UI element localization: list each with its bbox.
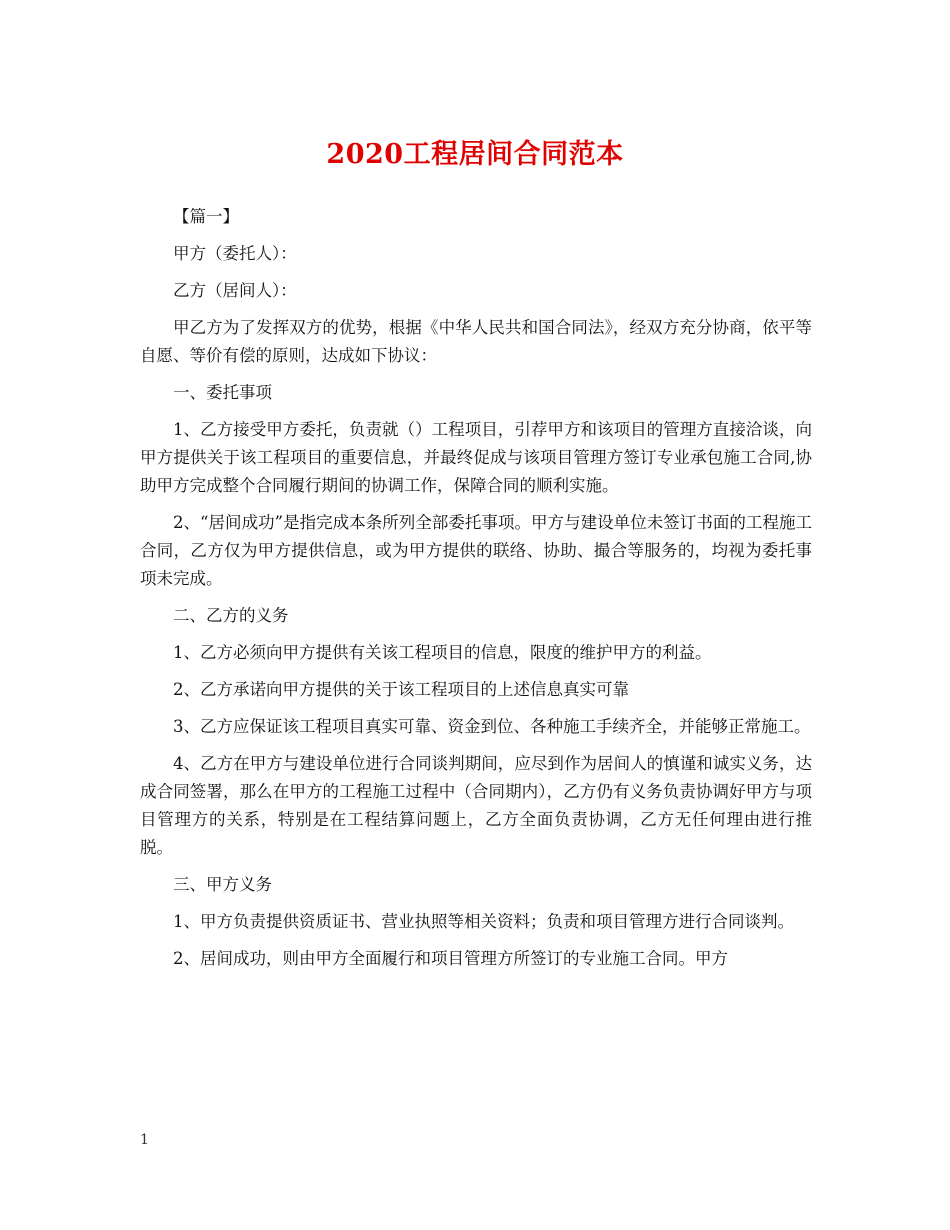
clause-paragraph: 1、乙方必须向甲方提供有关该工程项目的信息，限度的维护甲方的利益。 bbox=[173, 643, 712, 662]
clause-paragraph: 3、乙方应保证该工程项目真实可靠、资金到位、各种施工手续齐全，并能够正常施工。 bbox=[173, 717, 811, 736]
clause-paragraph: 1、甲方负责提供资质证书、营业执照等相关资料；负责和项目管理方进行合同谈判。 bbox=[173, 912, 794, 931]
clause-paragraph: 4、乙方在甲方与建设单位进行合同谈判期间，应尽到作为居间人的慎谨和诚实义务，达成合同签署，那么在甲方的工程施工过程中（合同期内），乙方仍有义务负责协调好甲方与项目管理方的关系，特别是在工程结算问题上，乙方全面负责协调，乙方无任何理由进行推脱。 bbox=[140, 754, 812, 857]
party-b-line: 乙方（居间人）： bbox=[173, 281, 297, 300]
document-title: 2020工程居间合同范本 bbox=[326, 139, 624, 170]
section-label: 【篇一】 bbox=[173, 207, 239, 226]
section-heading-3: 三、甲方义务 bbox=[173, 875, 272, 894]
clause-paragraph: 2、“居间成功”是指完成本条所列全部委托事项。甲方与建设单位未签订书面的工程施工合同，乙方仅为甲方提供信息，或为甲方提供的联络、协助、撮合等服务的，均视为委托事项未完成。 bbox=[140, 513, 812, 588]
clause-paragraph: 2、居间成功，则由甲方全面履行和项目管理方所签订的专业施工合同。甲方 bbox=[173, 949, 728, 968]
document-body bbox=[140, 203, 812, 982]
page-number: 1 bbox=[140, 1132, 149, 1148]
preamble-paragraph: 甲乙方为了发挥双方的优势，根据《中华人民共和国合同法》，经双方充分协商，依平等自愿、等价有偿的原则，达成如下协议： bbox=[140, 318, 812, 365]
section-heading-2: 二、乙方的义务 bbox=[173, 606, 289, 625]
section-heading-1: 一、委托事项 bbox=[173, 383, 272, 402]
clause-paragraph: 1、乙方接受甲方委托，负责就（）工程项目，引荐甲方和该项目的管理方直接洽谈，向甲方提供关于该工程项目的重要信息，并最终促成与该项目管理方签订专业承包施工合同,协助甲方完成整个合同履行期间的协调工作，保障合同的顺利实施。 bbox=[140, 420, 812, 495]
party-a-line: 甲方（委托人）： bbox=[173, 244, 297, 263]
clause-paragraph: 2、乙方承诺向甲方提供的关于该工程项目的上述信息真实可靠 bbox=[173, 680, 629, 699]
